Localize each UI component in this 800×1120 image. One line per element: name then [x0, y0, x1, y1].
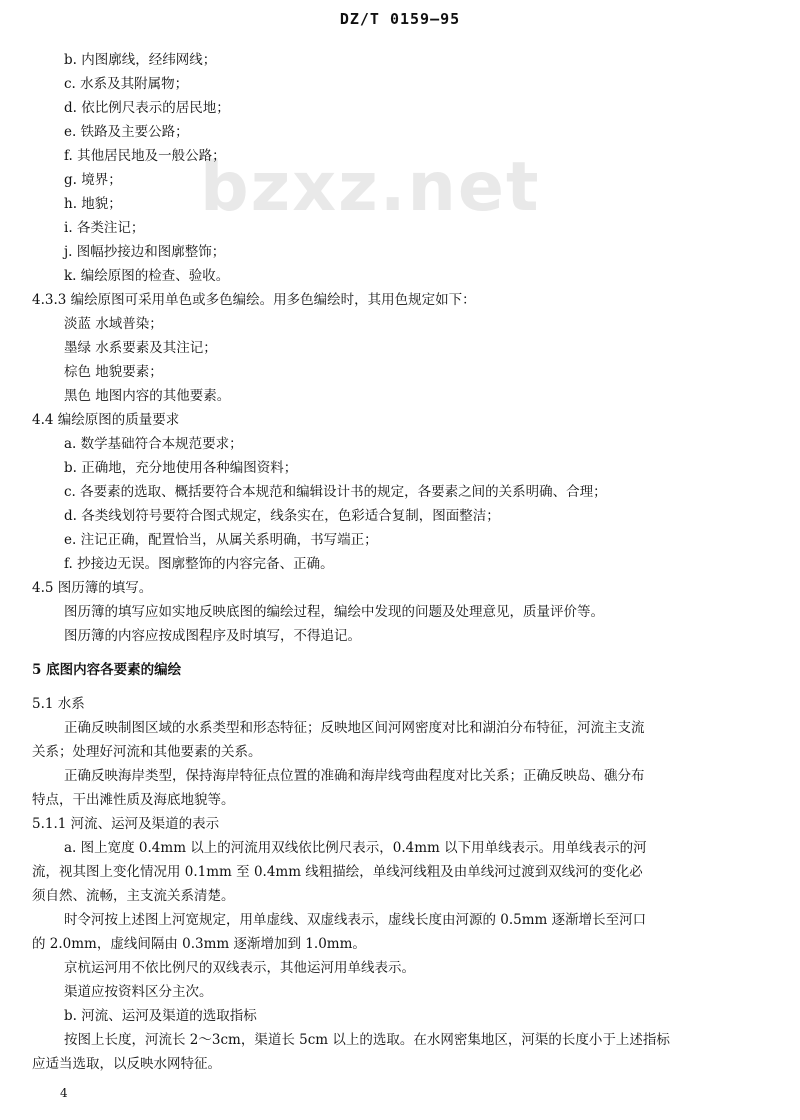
- paragraph: 图历簿的填写应如实地反映底图的编绘过程，编绘中发现的问题及处理意见，质量评价等。: [64, 604, 604, 620]
- section-heading: 4.5 图历簿的填写。: [32, 580, 153, 596]
- chapter-heading: 5 底图内容各要素的编绘: [32, 662, 182, 678]
- section-heading: 5.1.1 河流、运河及渠道的表示: [32, 816, 220, 832]
- list-item: j. 图幅抄接边和图廓整饰；: [64, 244, 226, 260]
- paragraph: 图历簿的内容应按成图程序及时填写，不得追记。: [64, 628, 361, 644]
- list-item: e. 注记正确，配置恰当，从属关系明确，书写端正；: [64, 532, 378, 548]
- paragraph: 的 2.0mm，虚线间隔由 0.3mm 逐渐增加到 1.0mm。: [32, 936, 366, 952]
- color-rule: 淡蓝 水域普染；: [64, 316, 163, 332]
- list-item: b. 河流、运河及渠道的选取指标: [64, 1008, 257, 1024]
- paragraph: 关系；处理好河流和其他要素的关系。: [32, 744, 262, 760]
- paragraph: a. 图上宽度 0.4mm 以上的河流用双线依比例尺表示，0.4mm 以下用单线表示。用单线表示的河: [64, 840, 647, 856]
- watermark: bzxz.net: [200, 148, 541, 227]
- list-item: c. 各要素的选取、概括要符合本规范和编辑设计书的规定，各要素之间的关系明确、合理；: [64, 484, 607, 500]
- paragraph: 须自然、流畅，主支流关系清楚。: [32, 888, 235, 904]
- list-item: h. 地貌；: [64, 196, 122, 212]
- paragraph: 渠道应按资料区分主次。: [64, 984, 213, 1000]
- paragraph: 流，视其图上变化情况用 0.1mm 至 0.4mm 线粗描绘，单线河线粗及由单线河过渡到双线河的变化必: [32, 864, 643, 880]
- list-item: b. 内图廓线，经纬网线；: [64, 52, 217, 68]
- list-item: k. 编绘原图的检查、验收。: [64, 268, 230, 284]
- list-item: f. 抄接边无误。图廓整饰的内容完备、正确。: [64, 556, 334, 572]
- list-item: d. 各类线划符号要符合图式规定，线条实在，色彩适合复制，图面整洁；: [64, 508, 500, 524]
- paragraph: 特点，干出滩性质及海底地貌等。: [32, 792, 235, 808]
- list-item: e. 铁路及主要公路；: [64, 124, 189, 140]
- section-heading: 5.1 水系: [32, 696, 85, 712]
- list-item: f. 其他居民地及一般公路；: [64, 148, 226, 164]
- list-item: a. 数学基础符合本规范要求；: [64, 436, 243, 452]
- section-heading: 4.4 编绘原图的质量要求: [32, 412, 180, 428]
- paragraph: 正确反映制图区域的水系类型和形态特征；反映地区间河网密度对比和湖泊分布特征，河流主支流: [64, 720, 645, 736]
- color-rule: 黑色 地图内容的其他要素。: [64, 388, 231, 404]
- page-number: 4: [60, 1086, 68, 1100]
- paragraph: 应适当选取，以反映水网特征。: [32, 1056, 221, 1072]
- list-item: g. 境界；: [64, 172, 122, 188]
- list-item: b. 正确地，充分地使用各种编图资料；: [64, 460, 298, 476]
- page-header: DZ/T 0159—95: [339, 10, 461, 28]
- paragraph: 京杭运河用不依比例尺的双线表示，其他运河用单线表示。: [64, 960, 415, 976]
- color-rule: 墨绿 水系要素及其注记；: [64, 340, 217, 356]
- paragraph: 时令河按上述图上河宽规定，用单虚线、双虚线表示，虚线长度由河源的 0.5mm 逐渐增长至河口: [64, 912, 647, 928]
- paragraph: 正确反映海岸类型，保持海岸特征点位置的准确和海岸线弯曲程度对比关系；正确反映岛、礁分布: [64, 768, 645, 784]
- list-item: d. 依比例尺表示的居民地；: [64, 100, 230, 116]
- paragraph: 4.3.3 编绘原图可采用单色或多色编绘。用多色编绘时，其用色规定如下：: [32, 292, 476, 308]
- color-rule: 棕色 地貌要素；: [64, 364, 163, 380]
- list-item: i. 各类注记；: [64, 220, 145, 236]
- paragraph: 按图上长度，河流长 2～3cm，渠道长 5cm 以上的选取。在水网密集地区，河渠的长度小于上述指标: [64, 1032, 670, 1048]
- list-item: c. 水系及其附属物；: [64, 76, 189, 92]
